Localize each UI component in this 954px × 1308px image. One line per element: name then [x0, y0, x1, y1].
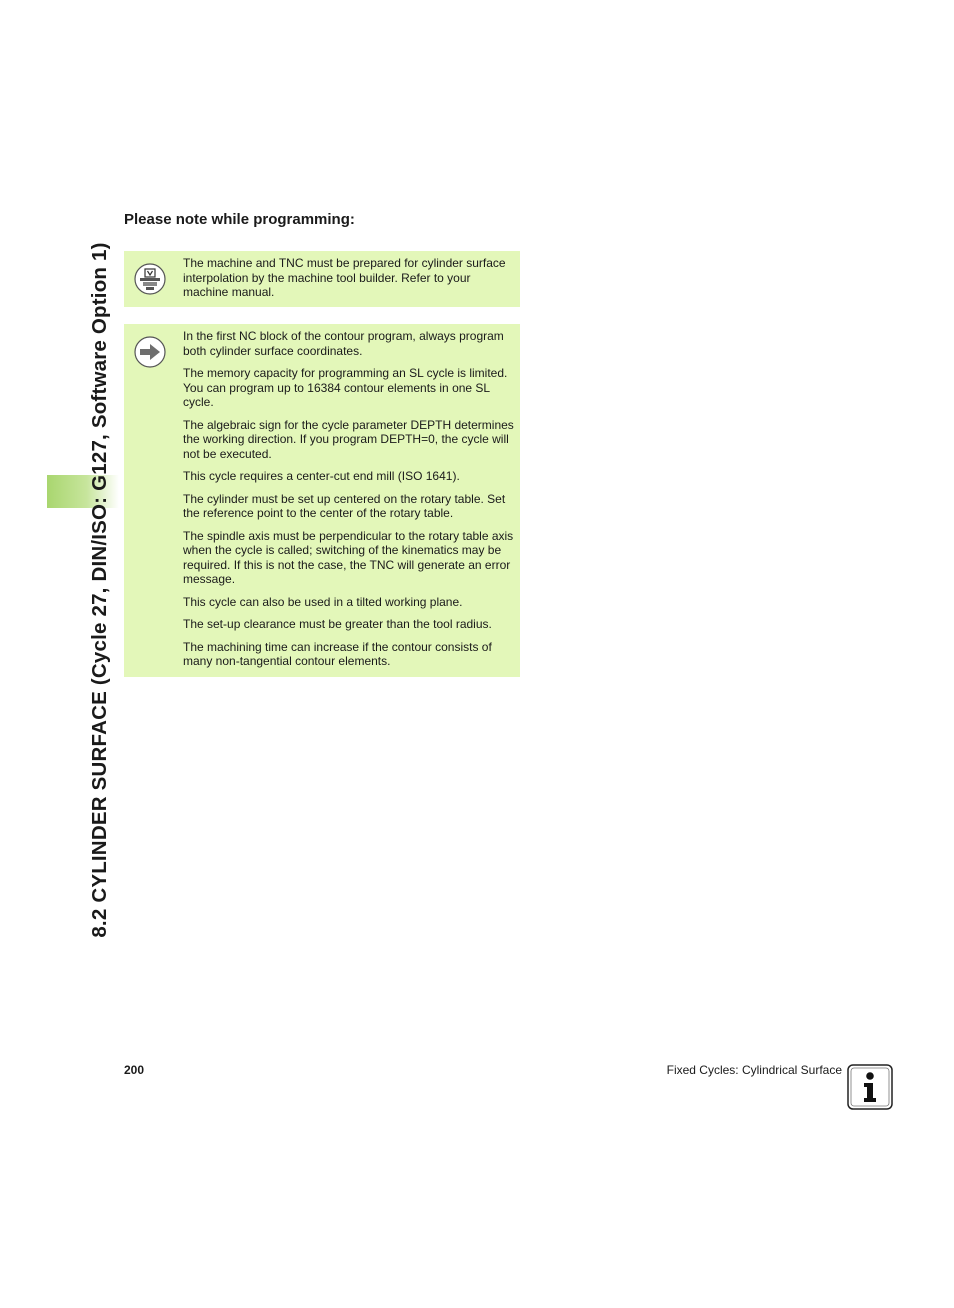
note-item: The memory capacity for programming an SL cycle is limited. You can program up to 16384 contour elements in one SL cycle.	[183, 366, 508, 409]
note-item: This cycle requires a center-cut end mill (ISO 1641).	[183, 469, 460, 483]
note-item: The machining time can increase if the contour consists of many non-tangential contour elements.	[183, 639, 492, 668]
machine-note-box	[124, 251, 520, 307]
note-item: The spindle axis must be perpendicular to the rotary table axis when the cycle is called; switching of the kinematics may be required. If this is not the case, the TNC will generate an error message.	[183, 528, 514, 586]
machine-tool-icon	[134, 263, 166, 295]
arrow-right-icon	[134, 336, 166, 368]
page-number: 200	[124, 1063, 145, 1077]
section-heading: Please note while programming:	[124, 211, 355, 228]
machine-note-text: The machine and TNC must be prepared for cylinder surface interpolation by the machine tool builder. Refer to your machine manual.	[183, 256, 506, 299]
info-icon	[847, 1064, 893, 1110]
footer-title: Fixed Cycles: Cylindrical Surface	[666, 1063, 842, 1077]
note-item: The set-up clearance must be greater than the tool radius.	[183, 617, 492, 631]
note-item: The algebraic sign for the cycle parameter DEPTH determines the working direction. If you program DEPTH=0, the cycle will not be executed.	[183, 417, 514, 461]
note-item: This cycle can also be used in a tilted working plane.	[183, 594, 463, 609]
note-item: In the first NC block of the contour program, always program both cylinder surface coordinates.	[183, 329, 504, 358]
chapter-title: 8.2 CYLINDER SURFACE (Cycle 27, DIN/ISO: G127, Software Option 1)	[88, 242, 111, 938]
note-item: The cylinder must be set up centered on the rotary table. Set the reference point to the center of the rotary table.	[183, 491, 506, 520]
programming-notes-box	[124, 324, 520, 677]
